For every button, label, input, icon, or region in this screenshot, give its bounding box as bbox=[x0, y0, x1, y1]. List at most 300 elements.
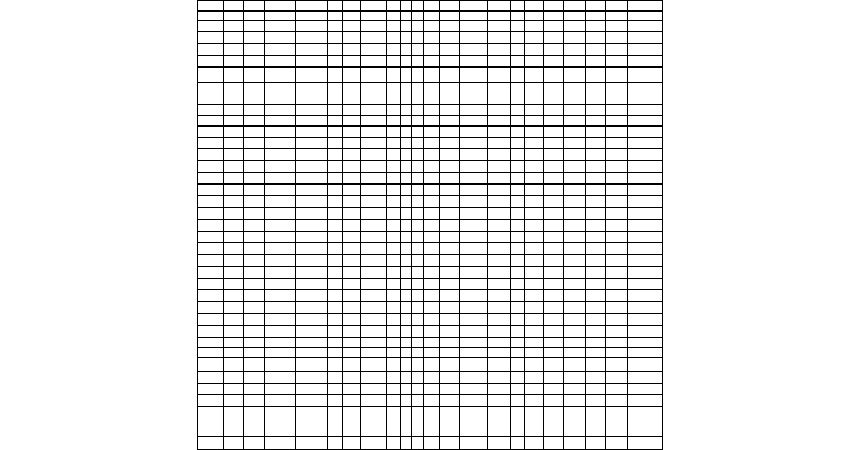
table-cell bbox=[525, 407, 544, 437]
table-cell bbox=[343, 105, 361, 116]
table-cell bbox=[224, 358, 244, 372]
table-cell bbox=[511, 326, 525, 338]
table-row bbox=[198, 116, 663, 126]
table-cell bbox=[460, 1, 488, 11]
table-cell bbox=[628, 267, 663, 279]
table-cell bbox=[343, 314, 361, 326]
table-cell bbox=[440, 1, 460, 11]
table-cell bbox=[198, 372, 224, 384]
table-cell bbox=[412, 83, 424, 105]
table-cell bbox=[328, 11, 343, 21]
table-cell bbox=[488, 348, 511, 358]
table-row bbox=[198, 358, 663, 372]
table-cell bbox=[361, 1, 387, 11]
table-cell bbox=[244, 326, 265, 338]
table-cell bbox=[265, 116, 296, 126]
table-cell bbox=[440, 372, 460, 384]
table-cell bbox=[586, 83, 606, 105]
table-cell bbox=[198, 314, 224, 326]
table-cell bbox=[198, 255, 224, 267]
table-cell bbox=[387, 173, 401, 184]
table-cell bbox=[544, 21, 564, 32]
table-cell bbox=[460, 338, 488, 348]
table-cell bbox=[488, 44, 511, 56]
table-cell bbox=[424, 21, 440, 32]
table-cell bbox=[296, 232, 328, 243]
table-cell bbox=[525, 32, 544, 44]
table-cell bbox=[511, 67, 525, 83]
table-cell bbox=[424, 1, 440, 11]
table-cell bbox=[544, 243, 564, 255]
table-cell bbox=[224, 21, 244, 32]
table-cell bbox=[343, 1, 361, 11]
table-cell bbox=[488, 326, 511, 338]
table-cell bbox=[586, 338, 606, 348]
table-cell bbox=[387, 32, 401, 44]
table-cell bbox=[343, 407, 361, 437]
table-cell bbox=[460, 116, 488, 126]
table-cell bbox=[328, 161, 343, 173]
table-cell bbox=[525, 372, 544, 384]
table-cell bbox=[564, 149, 586, 161]
table-cell bbox=[488, 173, 511, 184]
table-cell bbox=[387, 161, 401, 173]
table-cell bbox=[460, 437, 488, 450]
table-cell bbox=[488, 314, 511, 326]
table-cell bbox=[412, 243, 424, 255]
table-cell bbox=[343, 267, 361, 279]
table-cell bbox=[525, 83, 544, 105]
table-cell bbox=[460, 279, 488, 290]
table-cell bbox=[424, 437, 440, 450]
table-cell bbox=[440, 290, 460, 302]
table-cell bbox=[412, 407, 424, 437]
table-cell bbox=[387, 255, 401, 267]
table-cell bbox=[511, 220, 525, 232]
spreadsheet-table bbox=[197, 0, 663, 450]
table-cell bbox=[460, 384, 488, 395]
table-cell bbox=[628, 21, 663, 32]
table-cell bbox=[412, 161, 424, 173]
table-cell bbox=[224, 267, 244, 279]
table-cell bbox=[361, 173, 387, 184]
table-cell bbox=[387, 384, 401, 395]
table-cell bbox=[296, 21, 328, 32]
table-cell bbox=[424, 302, 440, 314]
table-cell bbox=[564, 358, 586, 372]
table-cell bbox=[511, 161, 525, 173]
table-cell bbox=[564, 302, 586, 314]
table-cell bbox=[198, 32, 224, 44]
table-cell bbox=[265, 149, 296, 161]
table-cell bbox=[265, 220, 296, 232]
table-cell bbox=[412, 267, 424, 279]
table-cell bbox=[361, 220, 387, 232]
table-cell bbox=[606, 67, 628, 83]
table-cell bbox=[564, 196, 586, 208]
table-cell bbox=[628, 338, 663, 348]
table-cell bbox=[224, 126, 244, 138]
table-cell bbox=[460, 302, 488, 314]
table-row bbox=[198, 302, 663, 314]
table-cell bbox=[265, 348, 296, 358]
table-cell bbox=[401, 21, 412, 32]
table-cell bbox=[343, 83, 361, 105]
table-cell bbox=[544, 279, 564, 290]
table-cell bbox=[424, 105, 440, 116]
table-cell bbox=[606, 243, 628, 255]
table-cell bbox=[361, 21, 387, 32]
table-cell bbox=[525, 126, 544, 138]
table-cell bbox=[343, 395, 361, 407]
table-cell bbox=[564, 208, 586, 220]
table-cell bbox=[361, 279, 387, 290]
table-cell bbox=[296, 348, 328, 358]
table-cell bbox=[224, 372, 244, 384]
table-cell bbox=[564, 338, 586, 348]
table-cell bbox=[387, 11, 401, 21]
table-cell bbox=[328, 83, 343, 105]
table-cell bbox=[296, 395, 328, 407]
table-cell bbox=[296, 105, 328, 116]
table-cell bbox=[460, 314, 488, 326]
table-cell bbox=[488, 149, 511, 161]
table-row bbox=[198, 126, 663, 138]
table-cell bbox=[460, 56, 488, 67]
table-cell bbox=[525, 437, 544, 450]
table-cell bbox=[424, 67, 440, 83]
table-row bbox=[198, 56, 663, 67]
table-cell bbox=[424, 149, 440, 161]
table-cell bbox=[488, 437, 511, 450]
table-cell bbox=[511, 83, 525, 105]
table-cell bbox=[525, 326, 544, 338]
table-cell bbox=[401, 44, 412, 56]
table-cell bbox=[343, 126, 361, 138]
table-cell bbox=[564, 279, 586, 290]
table-cell bbox=[265, 32, 296, 44]
table-cell bbox=[586, 279, 606, 290]
table-row bbox=[198, 220, 663, 232]
table-cell bbox=[265, 437, 296, 450]
table-cell bbox=[586, 290, 606, 302]
table-cell bbox=[328, 21, 343, 32]
table-cell bbox=[412, 326, 424, 338]
table-cell bbox=[511, 149, 525, 161]
table-cell bbox=[387, 184, 401, 196]
table-cell bbox=[525, 149, 544, 161]
table-cell bbox=[224, 255, 244, 267]
table-cell bbox=[296, 208, 328, 220]
table-cell bbox=[544, 11, 564, 21]
table-row bbox=[198, 138, 663, 149]
table-cell bbox=[440, 220, 460, 232]
table-cell bbox=[424, 126, 440, 138]
table-cell bbox=[198, 395, 224, 407]
table-cell bbox=[343, 384, 361, 395]
table-cell bbox=[296, 138, 328, 149]
table-cell bbox=[564, 326, 586, 338]
table-row bbox=[198, 395, 663, 407]
table-cell bbox=[244, 196, 265, 208]
table-cell bbox=[564, 232, 586, 243]
table-cell bbox=[440, 196, 460, 208]
table-cell bbox=[586, 138, 606, 149]
table-cell bbox=[606, 437, 628, 450]
table-cell bbox=[488, 372, 511, 384]
table-cell bbox=[440, 279, 460, 290]
table-cell bbox=[387, 83, 401, 105]
table-cell bbox=[265, 338, 296, 348]
table-cell bbox=[586, 348, 606, 358]
table-cell bbox=[244, 67, 265, 83]
table-cell bbox=[198, 302, 224, 314]
table-cell bbox=[628, 184, 663, 196]
table-cell bbox=[328, 348, 343, 358]
table-cell bbox=[488, 255, 511, 267]
table-cell bbox=[511, 11, 525, 21]
table-cell bbox=[198, 326, 224, 338]
table-cell bbox=[525, 196, 544, 208]
table-cell bbox=[387, 1, 401, 11]
table-cell bbox=[460, 267, 488, 279]
table-cell bbox=[488, 395, 511, 407]
table-cell bbox=[412, 44, 424, 56]
table-cell bbox=[544, 395, 564, 407]
table-cell bbox=[525, 243, 544, 255]
table-cell bbox=[296, 384, 328, 395]
table-cell bbox=[361, 358, 387, 372]
table-cell bbox=[564, 161, 586, 173]
table-cell bbox=[296, 314, 328, 326]
table-row bbox=[198, 326, 663, 338]
table-cell bbox=[328, 32, 343, 44]
table-cell bbox=[328, 326, 343, 338]
table-cell bbox=[265, 255, 296, 267]
table-cell bbox=[361, 32, 387, 44]
table-cell bbox=[544, 44, 564, 56]
table-cell bbox=[361, 232, 387, 243]
table-cell bbox=[361, 126, 387, 138]
table-cell bbox=[606, 196, 628, 208]
table-cell bbox=[296, 126, 328, 138]
table-cell bbox=[424, 11, 440, 21]
table-cell bbox=[412, 116, 424, 126]
table-cell bbox=[296, 220, 328, 232]
table-cell bbox=[296, 161, 328, 173]
table-cell bbox=[544, 56, 564, 67]
table-cell bbox=[440, 232, 460, 243]
table-cell bbox=[460, 105, 488, 116]
table-cell bbox=[244, 116, 265, 126]
table-cell bbox=[628, 56, 663, 67]
table-cell bbox=[198, 21, 224, 32]
table-cell bbox=[586, 232, 606, 243]
table-cell bbox=[244, 1, 265, 11]
table-cell bbox=[343, 279, 361, 290]
table-cell bbox=[488, 358, 511, 372]
table-cell bbox=[361, 11, 387, 21]
table-cell bbox=[224, 67, 244, 83]
table-cell bbox=[387, 267, 401, 279]
table-cell bbox=[606, 338, 628, 348]
table-cell bbox=[401, 126, 412, 138]
table-cell bbox=[387, 220, 401, 232]
table-cell bbox=[424, 83, 440, 105]
table-cell bbox=[544, 220, 564, 232]
table-cell bbox=[606, 11, 628, 21]
table-cell bbox=[488, 83, 511, 105]
table-cell bbox=[564, 21, 586, 32]
table-cell bbox=[244, 32, 265, 44]
table-cell bbox=[586, 1, 606, 11]
table-cell bbox=[244, 348, 265, 358]
table-cell bbox=[296, 149, 328, 161]
table-cell bbox=[343, 138, 361, 149]
table-cell bbox=[198, 149, 224, 161]
table-cell bbox=[224, 290, 244, 302]
table-cell bbox=[244, 358, 265, 372]
table-cell bbox=[265, 208, 296, 220]
table-row bbox=[198, 255, 663, 267]
table-cell bbox=[586, 105, 606, 116]
table-cell bbox=[244, 338, 265, 348]
table-cell bbox=[424, 184, 440, 196]
table-cell bbox=[564, 437, 586, 450]
table-cell bbox=[511, 138, 525, 149]
table-cell bbox=[328, 44, 343, 56]
table-cell bbox=[343, 44, 361, 56]
table-cell bbox=[265, 44, 296, 56]
table-cell bbox=[460, 395, 488, 407]
table-cell bbox=[586, 358, 606, 372]
table-cell bbox=[224, 407, 244, 437]
table-cell bbox=[440, 255, 460, 267]
table-cell bbox=[511, 279, 525, 290]
table-cell bbox=[296, 196, 328, 208]
table-cell bbox=[244, 437, 265, 450]
table-cell bbox=[198, 126, 224, 138]
table-cell bbox=[244, 11, 265, 21]
table-cell bbox=[440, 11, 460, 21]
table-cell bbox=[511, 407, 525, 437]
table-cell bbox=[525, 105, 544, 116]
table-cell bbox=[440, 173, 460, 184]
table-cell bbox=[424, 32, 440, 44]
table-cell bbox=[244, 138, 265, 149]
table-cell bbox=[328, 302, 343, 314]
table-cell bbox=[488, 116, 511, 126]
table-cell bbox=[224, 138, 244, 149]
table-cell bbox=[424, 116, 440, 126]
table-cell bbox=[361, 208, 387, 220]
table-cell bbox=[361, 267, 387, 279]
table-cell bbox=[488, 338, 511, 348]
table-cell bbox=[511, 56, 525, 67]
table-cell bbox=[440, 21, 460, 32]
table-cell bbox=[586, 21, 606, 32]
table-cell bbox=[412, 11, 424, 21]
table-cell bbox=[586, 32, 606, 44]
table-cell bbox=[564, 220, 586, 232]
table-row bbox=[198, 149, 663, 161]
table-cell bbox=[628, 437, 663, 450]
table-cell bbox=[488, 161, 511, 173]
table-cell bbox=[564, 138, 586, 149]
table-cell bbox=[387, 149, 401, 161]
table-cell bbox=[244, 267, 265, 279]
table-cell bbox=[544, 32, 564, 44]
table-cell bbox=[343, 338, 361, 348]
table-cell bbox=[224, 326, 244, 338]
table-cell bbox=[424, 243, 440, 255]
table-cell bbox=[244, 56, 265, 67]
table-cell bbox=[361, 255, 387, 267]
table-cell bbox=[628, 83, 663, 105]
table-cell bbox=[544, 255, 564, 267]
table-cell bbox=[525, 358, 544, 372]
table-cell bbox=[361, 56, 387, 67]
table-cell bbox=[488, 232, 511, 243]
table-cell bbox=[606, 138, 628, 149]
table-cell bbox=[606, 290, 628, 302]
table-cell bbox=[343, 348, 361, 358]
table-cell bbox=[244, 395, 265, 407]
table-cell bbox=[224, 348, 244, 358]
table-cell bbox=[401, 184, 412, 196]
table-cell bbox=[244, 161, 265, 173]
table-cell bbox=[401, 11, 412, 21]
table-cell bbox=[198, 220, 224, 232]
table-cell bbox=[544, 161, 564, 173]
table-cell bbox=[628, 255, 663, 267]
table-cell bbox=[343, 67, 361, 83]
table-cell bbox=[198, 1, 224, 11]
table-cell bbox=[387, 126, 401, 138]
table-cell bbox=[244, 407, 265, 437]
table-cell bbox=[387, 105, 401, 116]
table-cell bbox=[224, 56, 244, 67]
table-cell bbox=[586, 372, 606, 384]
table-cell bbox=[401, 32, 412, 44]
table-cell bbox=[401, 384, 412, 395]
table-cell bbox=[328, 56, 343, 67]
table-cell bbox=[460, 232, 488, 243]
table-cell bbox=[424, 372, 440, 384]
table-cell bbox=[511, 290, 525, 302]
table-cell bbox=[511, 437, 525, 450]
table-cell bbox=[401, 267, 412, 279]
table-cell bbox=[628, 1, 663, 11]
table-cell bbox=[343, 32, 361, 44]
table-cell bbox=[586, 302, 606, 314]
table-cell bbox=[488, 267, 511, 279]
table-cell bbox=[265, 173, 296, 184]
table-cell bbox=[606, 105, 628, 116]
table-cell bbox=[511, 395, 525, 407]
table-cell bbox=[525, 395, 544, 407]
table-cell bbox=[198, 290, 224, 302]
table-cell bbox=[224, 161, 244, 173]
table-cell bbox=[424, 138, 440, 149]
table-cell bbox=[198, 348, 224, 358]
table-cell bbox=[296, 290, 328, 302]
table-cell bbox=[198, 196, 224, 208]
table-cell bbox=[328, 126, 343, 138]
table-cell bbox=[564, 11, 586, 21]
table-cell bbox=[401, 358, 412, 372]
table-cell bbox=[387, 358, 401, 372]
